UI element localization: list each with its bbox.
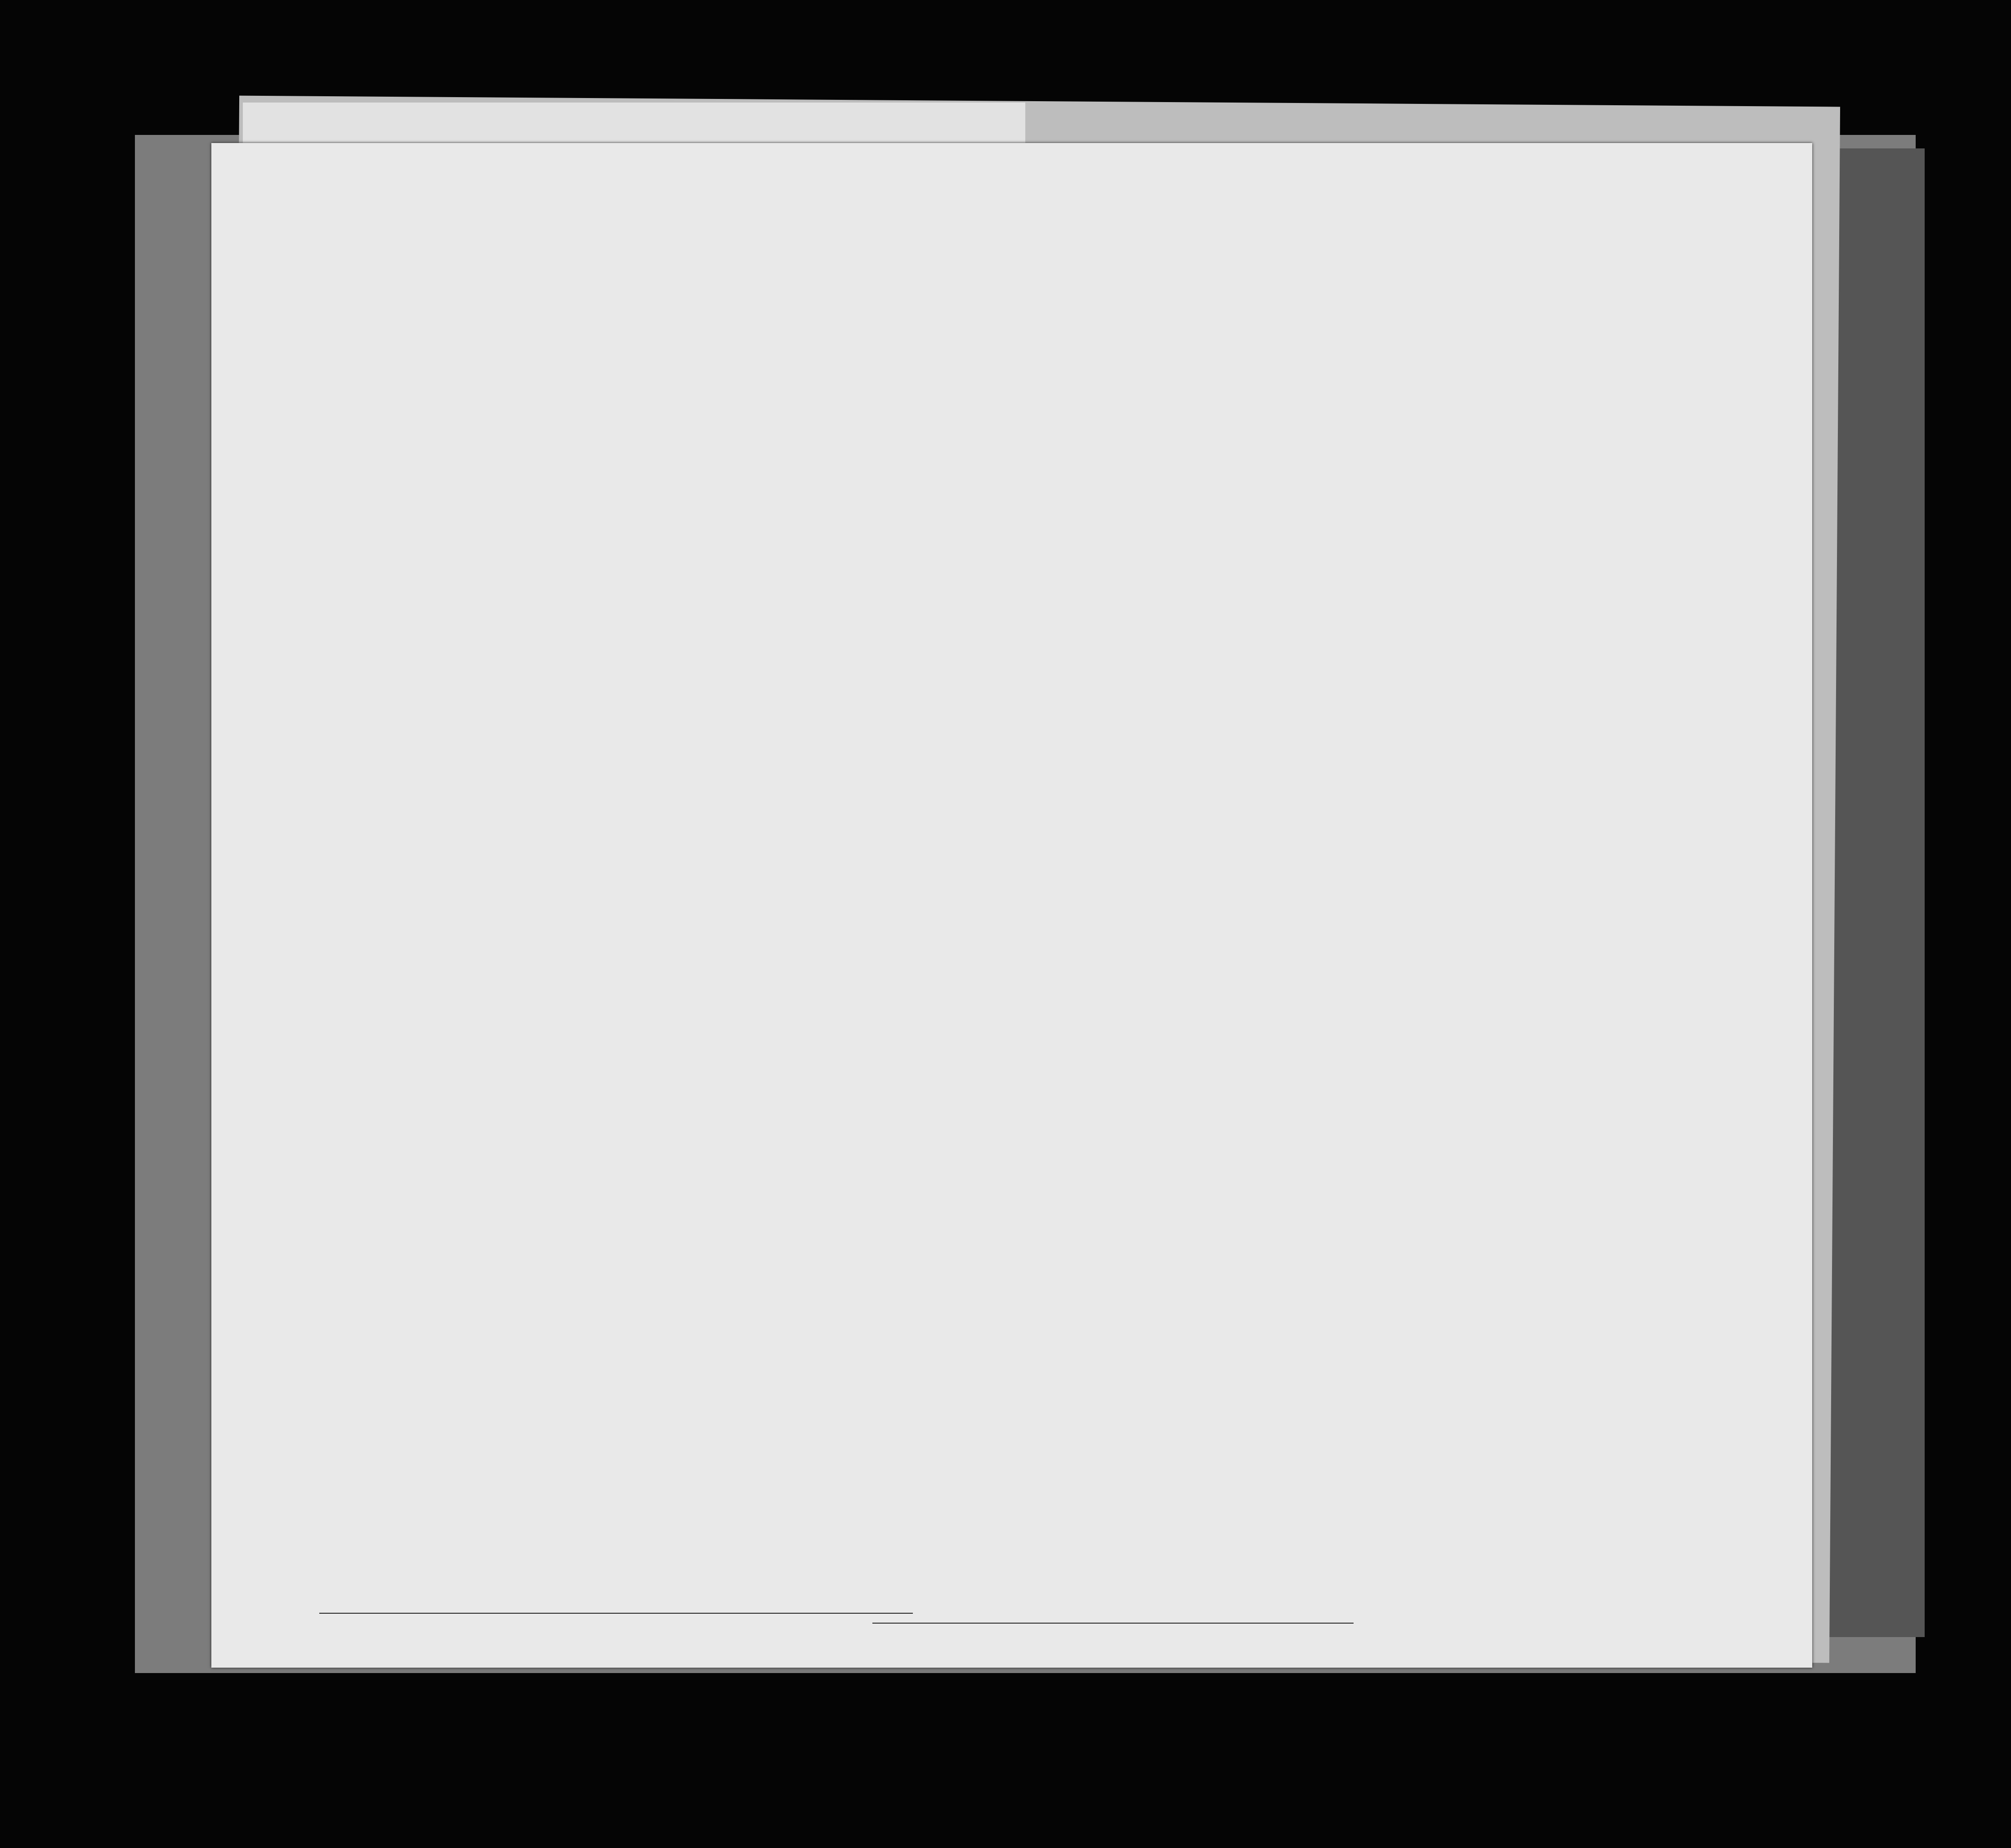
vessel-line: [369, 292, 1808, 319]
inspector-rule: [872, 1623, 1354, 1624]
line-rule: [319, 1613, 913, 1614]
manifest-sheet: [211, 143, 1812, 1668]
bleed-through-notice: [1079, 899, 1763, 1695]
